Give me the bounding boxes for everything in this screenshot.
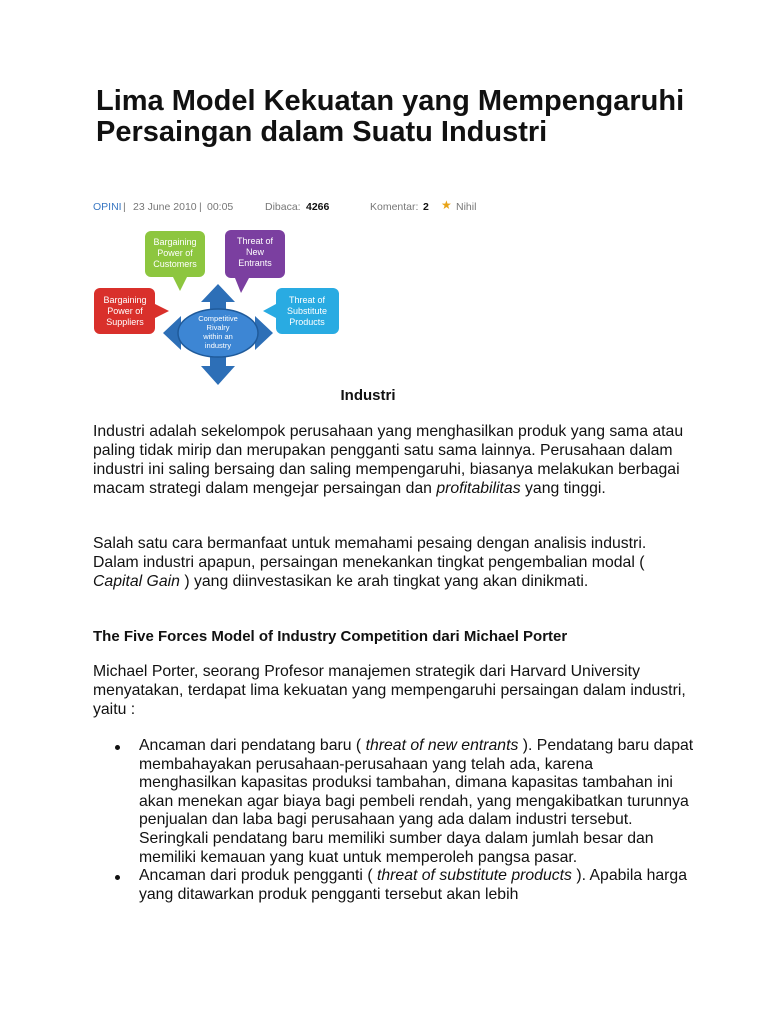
svg-text:Substitute: Substitute bbox=[286, 306, 328, 316]
bullet-icon bbox=[115, 745, 120, 750]
svg-text:Threat of: Threat of bbox=[288, 295, 326, 305]
bargaining-power-customers-box bbox=[145, 231, 205, 291]
svg-text:within an: within an bbox=[203, 332, 233, 341]
paragraph-industri: Industri adalah sekelompok perusahaan yang menghasilkan produk yang sama atau paling tidak mirip dan merupakan pengganti satu sama lainnya. Perusahaan dalam industri ini saling bersaing dan saling mempengaruhi, biasanya melakukan berbagai macam strategi dalam mengejar persaingan dan profitabilitas yang tinggi. bbox=[93, 423, 684, 497]
svg-text:Threat of: Threat of bbox=[236, 236, 274, 246]
svg-text:Bargaining: Bargaining bbox=[153, 237, 197, 247]
svg-text:Entrants: Entrants bbox=[238, 258, 272, 268]
category-link[interactable]: OPINI bbox=[93, 201, 122, 213]
svg-text:industry: industry bbox=[204, 341, 232, 350]
bullet-icon bbox=[115, 875, 120, 880]
svg-text:Customers: Customers bbox=[153, 259, 197, 269]
rating-label: Nihil bbox=[456, 201, 477, 213]
paragraph-porter: Michael Porter, seorang Profesor manajemen strategik dari Harvard University menyatakan, terdapat lima kekuatan yang mempengaruhi persaingan dalam industri, yaitu : bbox=[93, 663, 686, 718]
views-label: Dibaca: bbox=[265, 201, 301, 213]
publish-date: 23 June 2010 bbox=[133, 201, 197, 213]
svg-text:Competitive: Competitive bbox=[198, 314, 238, 323]
star-icon[interactable]: ★ bbox=[441, 198, 452, 212]
svg-text:Bargaining: Bargaining bbox=[103, 295, 147, 305]
section-heading: The Five Forces Model of Industry Competition dari Michael Porter bbox=[93, 628, 568, 645]
publish-time: 00:05 bbox=[207, 201, 234, 213]
list-item: Ancaman dari pendatang baru ( threat of new entrants ). Pendatang baru dapat membahayakan perusahaan-perusahaan yang telah ada, karena menghasilkan kapasitas produksi tambahan, dimana kapasitas tambahan ini akan menekan agar biaya bagi pembeli rendah, yang mengakibatkan turunnya penjualan dan laba bagi perusahaan yang ada dalam industri tersebut. Seringkali pendatang baru memiliki sumber daya dalam jumlah besar dan memiliki kemauan yang kuat untuk memperoleh pangsa pasar. bbox=[139, 737, 694, 867]
comments-label: Komentar: bbox=[370, 201, 419, 213]
svg-text:Power of: Power of bbox=[107, 306, 143, 316]
svg-text:Suppliers: Suppliers bbox=[106, 317, 144, 327]
meta-separator: | bbox=[123, 201, 126, 213]
svg-text:New: New bbox=[245, 247, 265, 257]
comments-count[interactable]: 2 bbox=[423, 201, 429, 213]
views-count: 4266 bbox=[306, 201, 330, 213]
threat-new-entrants-box bbox=[225, 230, 285, 293]
svg-text:Products: Products bbox=[289, 317, 325, 327]
diagram-caption: Industri bbox=[340, 387, 396, 404]
bargaining-power-suppliers-box bbox=[94, 288, 169, 334]
svg-text:Rivalry: Rivalry bbox=[206, 323, 230, 332]
meta-separator: | bbox=[199, 201, 202, 213]
article-meta bbox=[93, 200, 513, 214]
article-title: Lima Model Kekuatan yang Mempengaruhi Persaingan dalam Suatu Industri bbox=[96, 85, 685, 148]
five-forces-diagram bbox=[93, 228, 343, 386]
svg-text:Power of: Power of bbox=[157, 248, 193, 258]
list-item: Ancaman dari produk pengganti ( threat of substitute products ). Apabila harga yang ditawarkan produk pengganti tersebut akan lebih bbox=[139, 867, 694, 904]
five-forces-list bbox=[139, 737, 694, 904]
paragraph-analisis: Salah satu cara bermanfaat untuk memahami pesaing dengan analisis industri. Dalam industri apapun, persaingan menekankan tingkat pengembalian modal ( Capital Gain ) yang diinvestasikan ke arah tingkat yang akan dinikmati. bbox=[93, 535, 647, 590]
threat-substitute-products-box bbox=[263, 288, 339, 334]
